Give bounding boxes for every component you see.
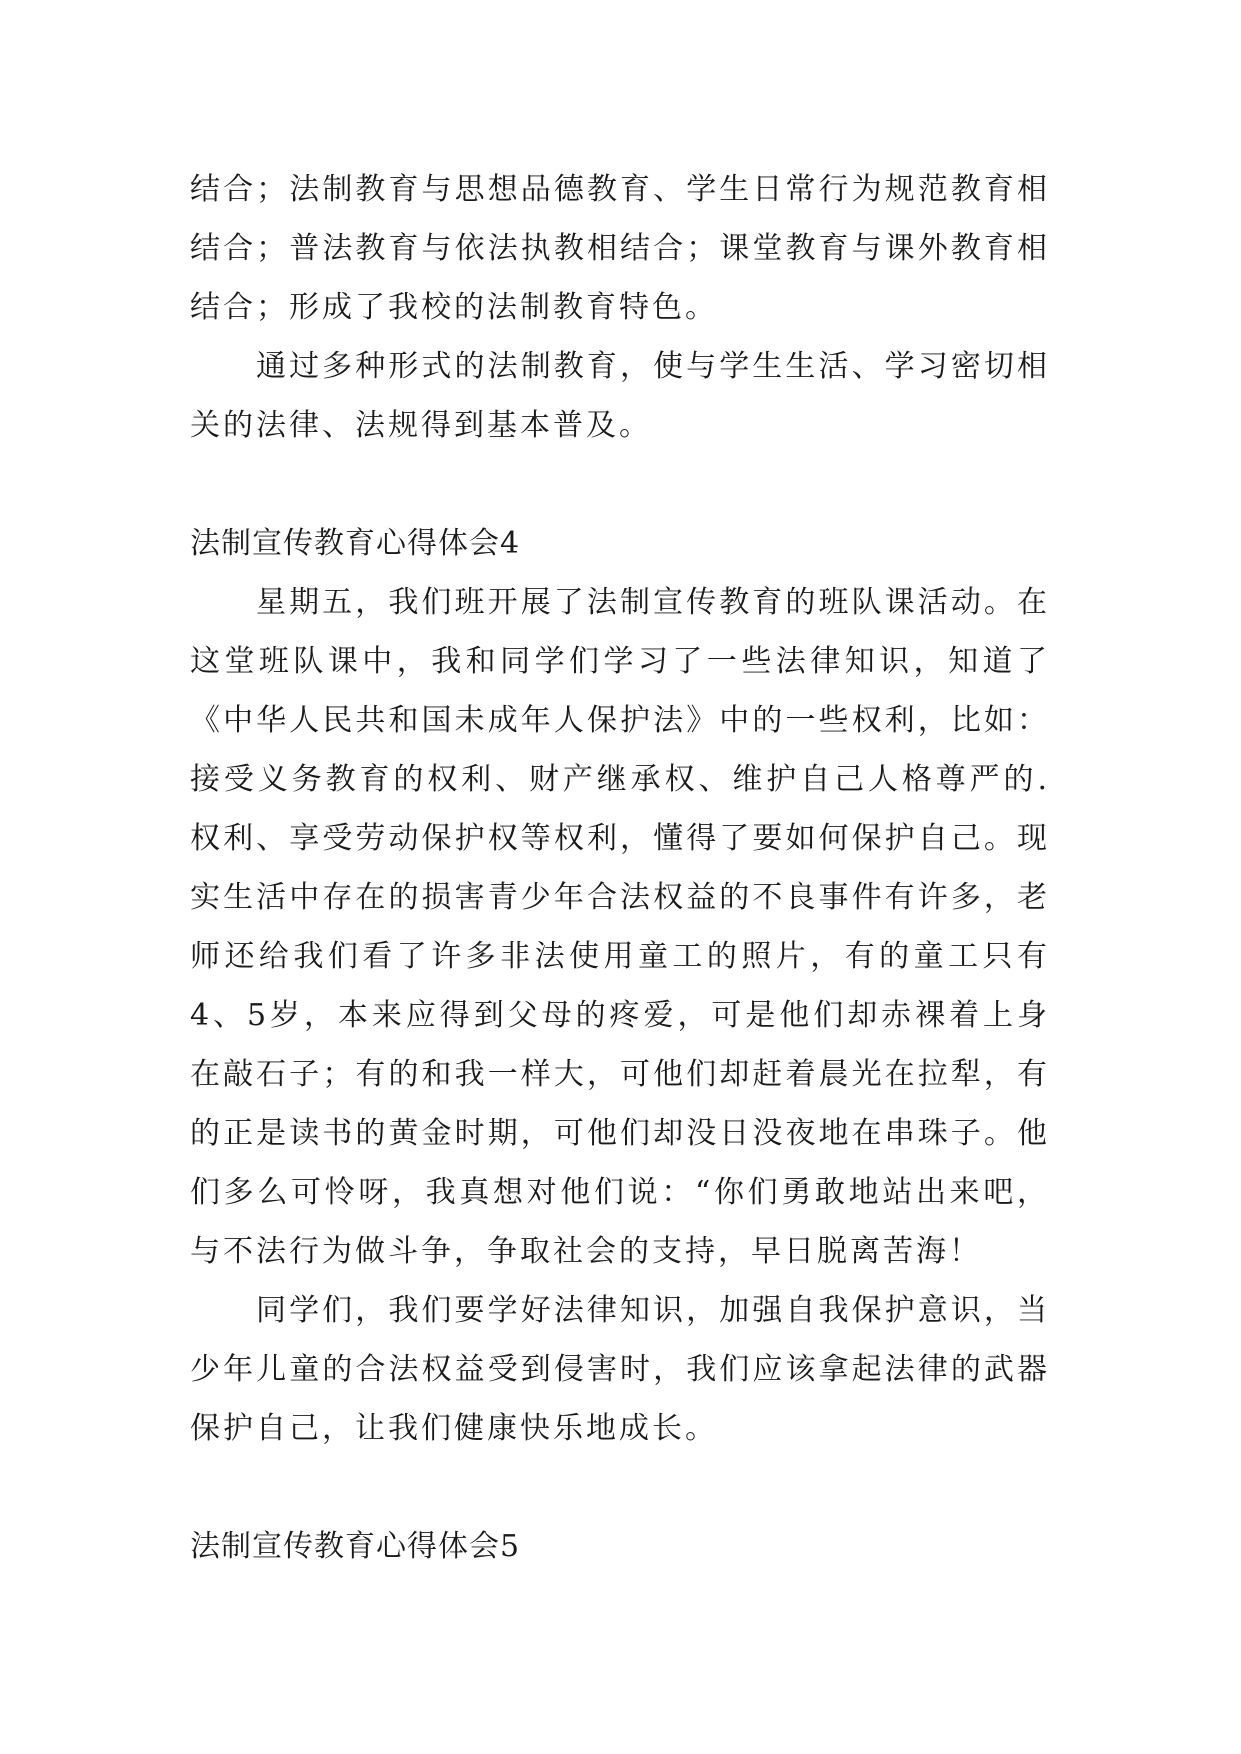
section-spacer [190,455,1050,514]
paragraph-self-protection: 同学们，我们要学好法律知识，加强自我保护意识，当少年儿童的合法权益受到侵害时，我们应该拿起法律的武器保护自己，让我们健康快乐地成长。 [190,1293,1050,1446]
paragraph-legal-popularization: 通过多种形式的法制教育，使与学生生活、学习密切相关的法律、法规得到基本普及。 [190,349,1050,443]
paragraph-education-combination: 结合；法制教育与思想品德教育、学生日常行为规范教育相结合；普法教育与依法执教相结合；课堂教育与课外教育相结合；形成了我校的法制教育特色。 [190,172,1050,325]
section-heading-5: 法制宣传教育心得体会5 [190,1529,521,1564]
section-heading-4: 法制宣传教育心得体会4 [190,526,521,561]
document-body [190,160,1050,1576]
section-spacer [190,1458,1050,1517]
paragraph-class-activity: 星期五，我们班开展了法制宣传教育的班队课活动。在这堂班队课中，我和同学们学习了一些法律知识，知道了《中华人民共和国未成年人保护法》中的一些权利，比如：接受义务教育的权利、财产继承权、维护自己人格尊严的.权利、享受劳动保护权等权利，懂得了要如何保护自己。现实生活中存在的损害青少年合法权益的不良事件有许多，老师还给我们看了许多非法使用童工的照片，有的童工只有4、5岁，本来应得到父母的疼爱，可是他们却赤裸着上身在敲石子；有的和我一样大，可他们却赶着晨光在拉犁，有的正是读书的黄金时期，可他们却没日没夜地在串珠子。他们多么可怜呀，我真想对他们说：“你们勇敢地站出来吧，与不法行为做斗争，争取社会的支持，早日脱离苦海！ [190,585,1050,1269]
